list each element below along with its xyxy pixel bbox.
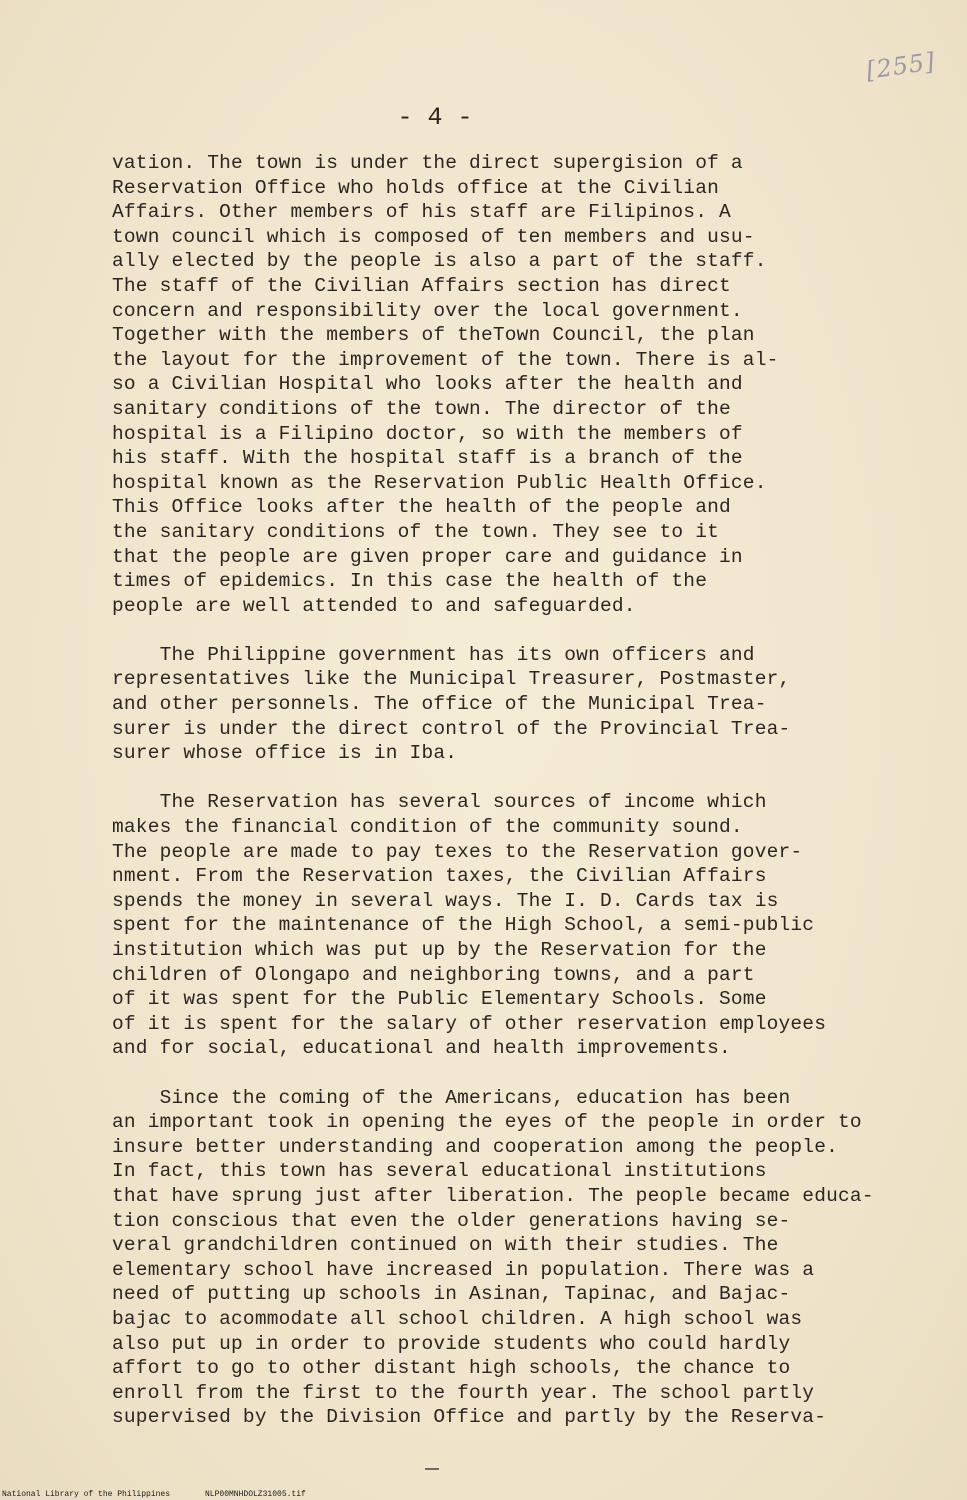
text-line: veral grandchildren continued on with their studies. The <box>112 1234 779 1257</box>
text-line: The staff of the Civilian Affairs section has direct <box>112 274 731 297</box>
text-line: The Philippine government has its own officers and <box>112 643 755 666</box>
text-line: spends the money in several ways. The I. D. Cards tax is <box>112 889 779 912</box>
text-line: Affairs. Other members of his staff are Filipinos. A <box>112 201 731 224</box>
text-line: enroll from the first to the fourth year. The school partly <box>112 1381 815 1404</box>
text-line: an important took in opening the eyes of the people in order to <box>112 1111 862 1134</box>
footer-dash <box>425 1468 439 1470</box>
paragraph-gap <box>112 1061 912 1086</box>
paragraph-1 <box>112 151 912 618</box>
text-line: affort to go to other distant high schools, the chance to <box>112 1357 791 1380</box>
text-line: people are well attended to and safeguarded. <box>112 594 636 617</box>
text-line: town council which is composed of ten members and usu- <box>112 225 755 248</box>
text-line: and for social, educational and health improvements. <box>112 1037 731 1060</box>
paragraph-4 <box>112 1086 912 1430</box>
text-line: his staff. With the hospital staff is a branch of the <box>112 447 743 470</box>
text-line: that have sprung just after liberation. The people became educa- <box>112 1184 874 1207</box>
footer-file-name: NLP00MNHDOLZ31005.tif <box>205 1490 306 1499</box>
text-line: vation. The town is under the direct supergision of a <box>112 152 743 174</box>
text-line: This Office looks after the health of the people and <box>112 496 731 519</box>
body-text <box>112 151 912 1430</box>
text-line: supervised by the Division Office and partly by the Reserva- <box>112 1406 827 1429</box>
text-line: representatives like the Municipal Treasurer, Postmaster, <box>112 668 791 691</box>
footer-institution: National Library of the Philippines <box>2 1490 171 1499</box>
text-line: of it was spent for the Public Elementary Schools. Some <box>112 988 767 1011</box>
paragraph-gap <box>112 618 912 643</box>
text-line: hospital is a Filipino doctor, so with the members of <box>112 422 743 445</box>
text-line: and other personnels. The office of the Municipal Trea- <box>112 693 767 716</box>
text-line: spent for the maintenance of the High School, a semi-public <box>112 914 815 937</box>
paragraph-3 <box>112 790 912 1061</box>
handwritten-page-note: [255] <box>864 47 938 85</box>
text-line: nment. From the Reservation taxes, the Civilian Affairs <box>112 865 767 888</box>
text-line: also put up in order to provide students who could hardly <box>112 1332 791 1355</box>
page-number: - 4 - <box>397 103 473 132</box>
text-line: the sanitary conditions of the town. They see to it <box>112 520 719 543</box>
text-line: Together with the members of theTown Council, the plan <box>112 324 755 347</box>
paragraph-gap <box>112 766 912 791</box>
text-line: Since the coming of the Americans, education has been <box>112 1086 791 1109</box>
text-line: children of Olongapo and neighboring towns, and a part <box>112 963 755 986</box>
text-line: institution which was put up by the Reservation for the <box>112 939 767 961</box>
text-line: tion conscious that even the older generations having se- <box>112 1209 791 1232</box>
text-line: times of epidemics. In this case the health of the <box>112 570 708 593</box>
text-line: the layout for the improvement of the town. There is al- <box>112 348 779 371</box>
text-line: that the people are given proper care and guidance in <box>112 545 743 568</box>
text-line: In fact, this town has several educational institutions <box>112 1160 767 1183</box>
text-line: so a Civilian Hospital who looks after the health and <box>112 373 743 396</box>
text-line: The Reservation has several sources of income which <box>112 791 767 814</box>
text-line: hospital known as the Reservation Public Health Office. <box>112 471 767 494</box>
text-line: need of putting up schools in Asinan, Tapinac, and Bajac- <box>112 1283 791 1306</box>
text-line: bajac to acommodate all school children. A high school was <box>112 1307 803 1330</box>
text-line: insure better understanding and cooperation among the people. <box>112 1135 839 1158</box>
text-line: surer is under the direct control of the Provincial Trea- <box>112 717 791 740</box>
text-line: Reservation Office who holds office at the Civilian <box>112 176 719 199</box>
paragraph-2 <box>112 643 912 766</box>
text-line: The people are made to pay texes to the Reservation gover- <box>112 840 803 863</box>
text-line: surer whose office is in Iba. <box>112 742 458 765</box>
text-line: sanitary conditions of the town. The director of the <box>112 397 731 420</box>
text-line: concern and responsibility over the local government. <box>112 299 743 322</box>
text-line: elementary school have increased in population. There was a <box>112 1258 815 1281</box>
text-line: ally elected by the people is also a part of the staff. <box>112 250 767 273</box>
text-line: makes the financial condition of the community sound. <box>112 816 743 839</box>
text-line: of it is spent for the salary of other reservation employees <box>112 1012 827 1035</box>
